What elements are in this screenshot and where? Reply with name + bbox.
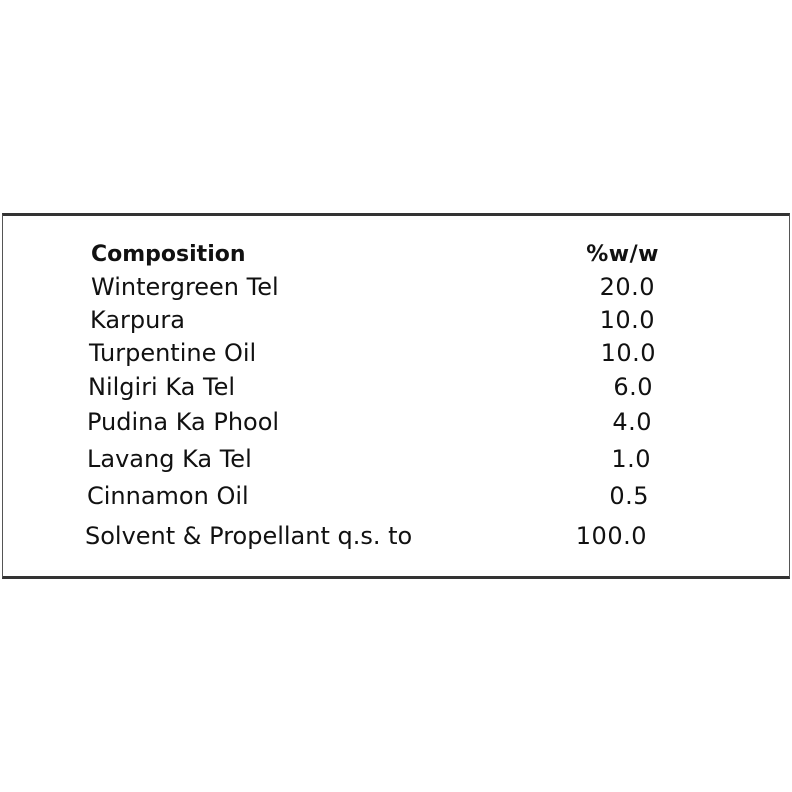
table-row: [3, 407, 789, 441]
table-row: [3, 481, 789, 515]
table-row: [3, 338, 789, 372]
ingredient-amount: 1.0: [611, 445, 651, 473]
ingredient-name: Pudina Ka Phool: [87, 408, 280, 436]
ingredient-name: Turpentine Oil: [89, 339, 257, 367]
table-row: [3, 272, 789, 306]
table-row: [3, 305, 789, 339]
ingredient-amount: 10.0: [599, 306, 655, 334]
ingredient-amount: 0.5: [609, 482, 649, 510]
table-row: [3, 372, 789, 406]
ingredient-name: Cinnamon Oil: [87, 482, 249, 510]
ingredient-name: Nilgiri Ka Tel: [88, 373, 236, 401]
ingredient-name: Wintergreen Tel: [91, 273, 279, 301]
ingredient-amount: 6.0: [613, 373, 653, 401]
ingredient-amount: 100.0: [575, 522, 647, 550]
ingredient-name: Karpura: [90, 306, 185, 334]
composition-table: [2, 213, 790, 579]
table-row: [3, 444, 789, 478]
ingredient-amount: 20.0: [599, 273, 655, 301]
table-header: [3, 240, 789, 274]
ingredient-name: Lavang Ka Tel: [87, 445, 252, 473]
ingredient-amount: 10.0: [600, 339, 656, 367]
ingredient-name: Solvent & Propellant q.s. to: [85, 522, 413, 550]
ingredient-amount: 4.0: [612, 408, 652, 436]
percent-heading: %w/w: [586, 242, 659, 267]
composition-heading: Composition: [91, 242, 246, 267]
table-row: [3, 521, 789, 555]
